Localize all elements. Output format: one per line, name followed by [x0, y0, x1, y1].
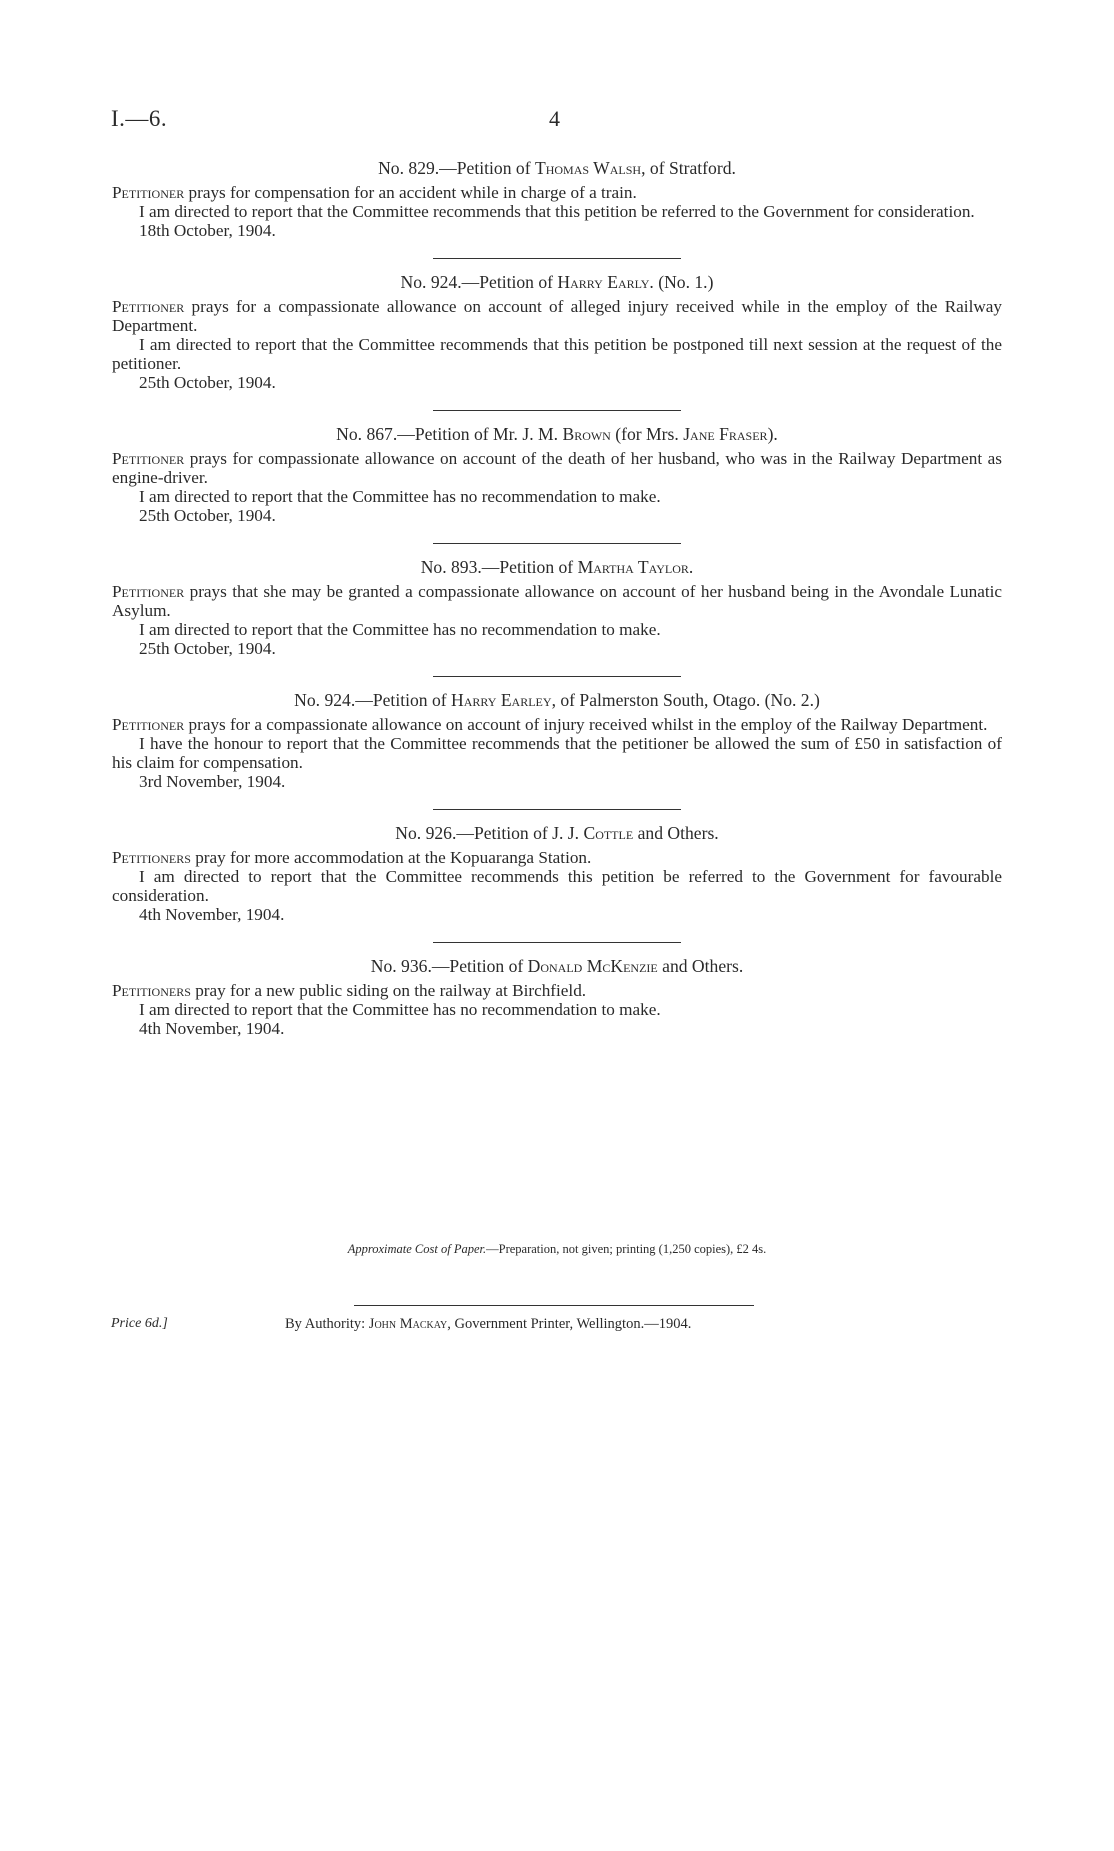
petition-936 — [112, 957, 1002, 1038]
petition-heading: No. 926.—Petition of J. J. Cottle and Others. — [395, 823, 719, 843]
petition-heading: No. 893.—Petition of Martha Taylor. — [420, 557, 694, 577]
committee-report: I have the honour to report that the Committee recommends that the petitioner be allowed the sum of £50 in satisfaction of his claim for compensation. — [112, 734, 1002, 772]
petition-prayer: Petitioner prays that she may be granted a compassionate allowance on account of her husband being in the Avondale Lunatic Asylum. — [112, 582, 1002, 620]
petition-heading: No. 924.—Petition of Harry Early. (No. 1.) — [400, 272, 714, 292]
petition-prayer: Petitioner prays for a compassionate allowance on account of alleged injury received while in the employ of the Railway Department. — [112, 297, 1002, 335]
petitioner-name: Thomas Walsh — [534, 158, 642, 178]
committee-report: I am directed to report that the Committee recommends this petition be referred to the Government for favourable consideration. — [112, 867, 1002, 905]
committee-report: I am directed to report that the Committee has no recommendation to make. — [139, 487, 661, 506]
petition-prayer: Petitioner prays for a compassionate allowance on account of injury received whilst in the employ of the Railway Department. — [112, 715, 988, 734]
petitioner-name: Harry Earley — [451, 690, 552, 710]
petition-893 — [112, 558, 1002, 677]
page-number: 4 — [549, 106, 560, 131]
petition-926 — [112, 824, 1002, 943]
printer-imprint: By Authority: John Mackay, Government Printer, Wellington.—1904. — [285, 1316, 692, 1332]
footer-divider — [354, 1305, 754, 1306]
report-date: 25th October, 1904. — [139, 506, 276, 525]
petition-prayer: Petitioner prays for compassionate allowance on account of the death of her husband, who was in the Railway Department as engine-driver. — [112, 449, 1002, 487]
petition-prayer: Petitioners pray for a new public siding on the railway at Birchfield. — [112, 981, 587, 1000]
petitioner-name: Donald McKenzie — [527, 956, 658, 976]
petition-heading: No. 829.—Petition of Thomas Walsh, of Stratford. — [378, 158, 736, 178]
price-label: Price 6d.] — [111, 1316, 168, 1331]
committee-report: I am directed to report that the Committee recommends that this petition be postponed till next session at the request of the petitioner. — [112, 335, 1002, 373]
petition-867 — [112, 425, 1002, 544]
report-date: 25th October, 1904. — [139, 373, 276, 392]
petitioner-name: Martha Taylor — [577, 557, 689, 577]
paper-reference: I.—6. — [111, 106, 168, 131]
petition-prayer: Petitioner prays for compensation for an accident while in charge of a train. — [112, 183, 637, 202]
petitions-body — [112, 159, 1002, 1038]
committee-report: I am directed to report that the Committee has no recommendation to make. — [139, 1000, 661, 1019]
petitioner-name-secondary: Jane Fraser — [683, 424, 768, 444]
report-date: 18th October, 1904. — [139, 221, 276, 240]
committee-report: I am directed to report that the Committee has no recommendation to make. — [139, 620, 661, 639]
petition-heading: No. 867.—Petition of Mr. J. M. Brown (for Mrs. Jane Fraser). — [336, 424, 778, 444]
petition-heading: No. 936.—Petition of Donald McKenzie and Others. — [370, 956, 744, 976]
petition-829 — [112, 159, 1002, 259]
petition-prayer: Petitioners pray for more accommodation at the Kopuaranga Station. — [112, 848, 592, 867]
report-date: 4th November, 1904. — [139, 905, 285, 924]
petition-924-no2 — [112, 691, 1002, 810]
committee-report: I am directed to report that the Committee recommends that this petition be referred to the Government for consideration. — [139, 202, 975, 221]
printer-name: John Mackay — [368, 1316, 448, 1332]
petition-heading: No. 924.—Petition of Harry Earley, of Palmerston South, Otago. (No. 2.) — [294, 690, 820, 710]
petitioner-name: Cottle — [583, 823, 634, 843]
report-date: 4th November, 1904. — [139, 1019, 285, 1038]
printing-cost-note: Approximate Cost of Paper.—Preparation, not given; printing (1,250 copies), £2 4s. — [347, 1242, 767, 1256]
report-date: 25th October, 1904. — [139, 639, 276, 658]
report-date: 3rd November, 1904. — [139, 772, 286, 791]
petitioner-name: Brown — [562, 424, 611, 444]
petition-924-no1 — [112, 273, 1002, 411]
petitioner-name: Harry Early — [557, 272, 650, 292]
